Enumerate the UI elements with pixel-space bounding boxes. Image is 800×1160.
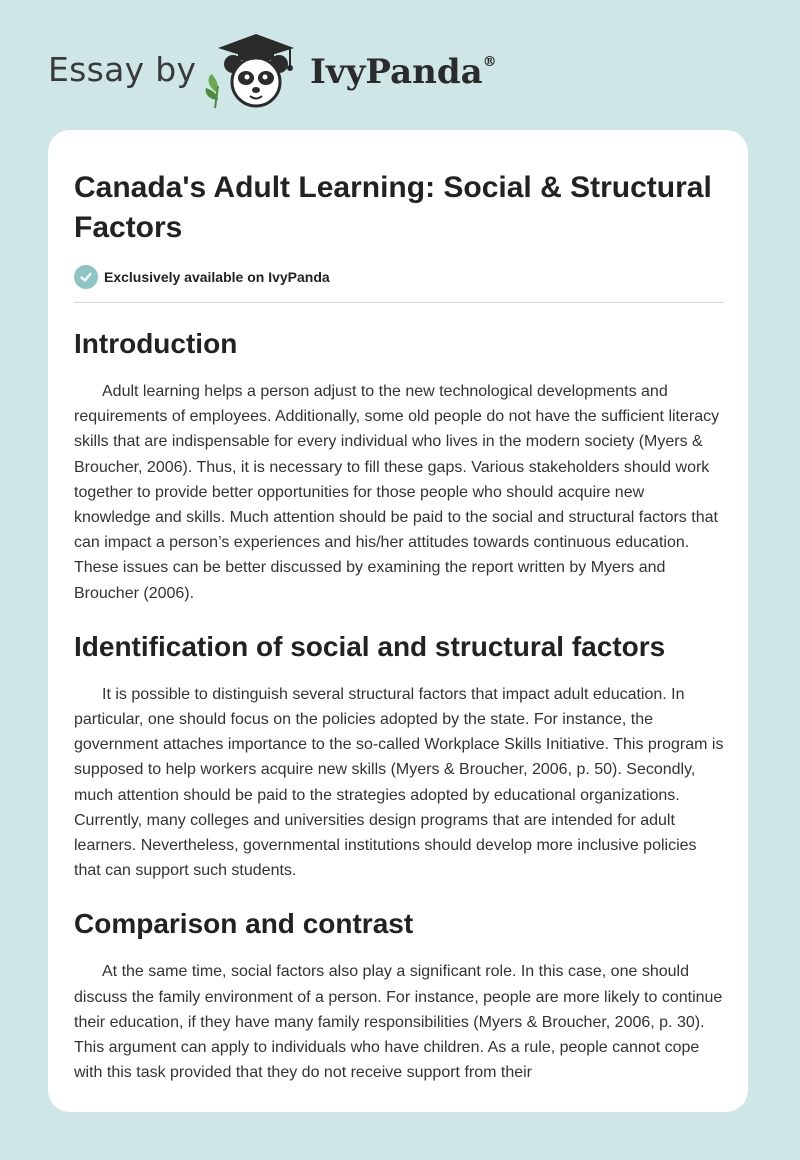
section-heading: Identification of social and structural factors [74,630,666,662]
essay-title: Canada's Adult Learning: Social & Structural Factors [74,171,712,244]
check-circle-icon [74,265,98,289]
divider [74,302,724,303]
section-identification [74,630,724,884]
section-comparison [74,907,724,1085]
section-introduction [74,327,724,606]
ivypanda-logo-icon[interactable] [198,30,298,110]
brand-name[interactable]: IvyPanda® [310,52,497,92]
section-heading: Comparison and contrast [74,908,414,940]
exclusive-badge-text: Exclusively available on IvyPanda [104,269,330,285]
section-heading: Introduction [74,328,238,359]
site-header [48,30,548,110]
section-paragraph: At the same time, social factors also play a significant role. In this case, one should discuss the family environment of a person. For instance, people are more likely to continue their education, if they have many family responsibilities (Myers & Broucher, 2006, p. 30). This argument can apply to individuals who have children. As a rule, people cannot cope with this task provided that they do not receive support from their [74,963,723,1082]
section-paragraph: It is possible to distinguish several structural factors that impact adult education. In particular, one should focus on the policies adopted by the state. For instance, the government attaches importance to the so-called Workplace Skills Initiative. This program is supposed to help workers acquire new skills (Myers & Broucher, 2006, p. 50). Secondly, much attention should be paid to the strategies adopted by educational organizations. Currently, many colleges and universities design programs that are intended for adult learners. Nevertheless, governmental institutions should develop more inclusive policies that can support such students. [74,685,724,880]
essay-card [48,130,748,1112]
essay-content [74,168,724,1085]
section-paragraph: Adult learning helps a person adjust to the new technological developments and requirements of employees. Additionally, some old people do not have the sufficient literacy skills that are indispensable for every individual who lives in the modern society (Myers & Broucher, 2006). Thus, it is necessary to fill these gaps. Various stakeholders should work together to provide better opportunities for those people who should acquire new knowledge and skills. Much attention should be paid to the social and structural factors that can impact a person’s experiences and his/her attitudes towards continuous education. These issues can be better discussed by examining the report written by Myers and Broucher (2006). [74,383,720,602]
essay-by-label: Essay by [48,50,197,89]
registered-mark: ® [482,54,497,70]
exclusive-badge [74,264,724,290]
